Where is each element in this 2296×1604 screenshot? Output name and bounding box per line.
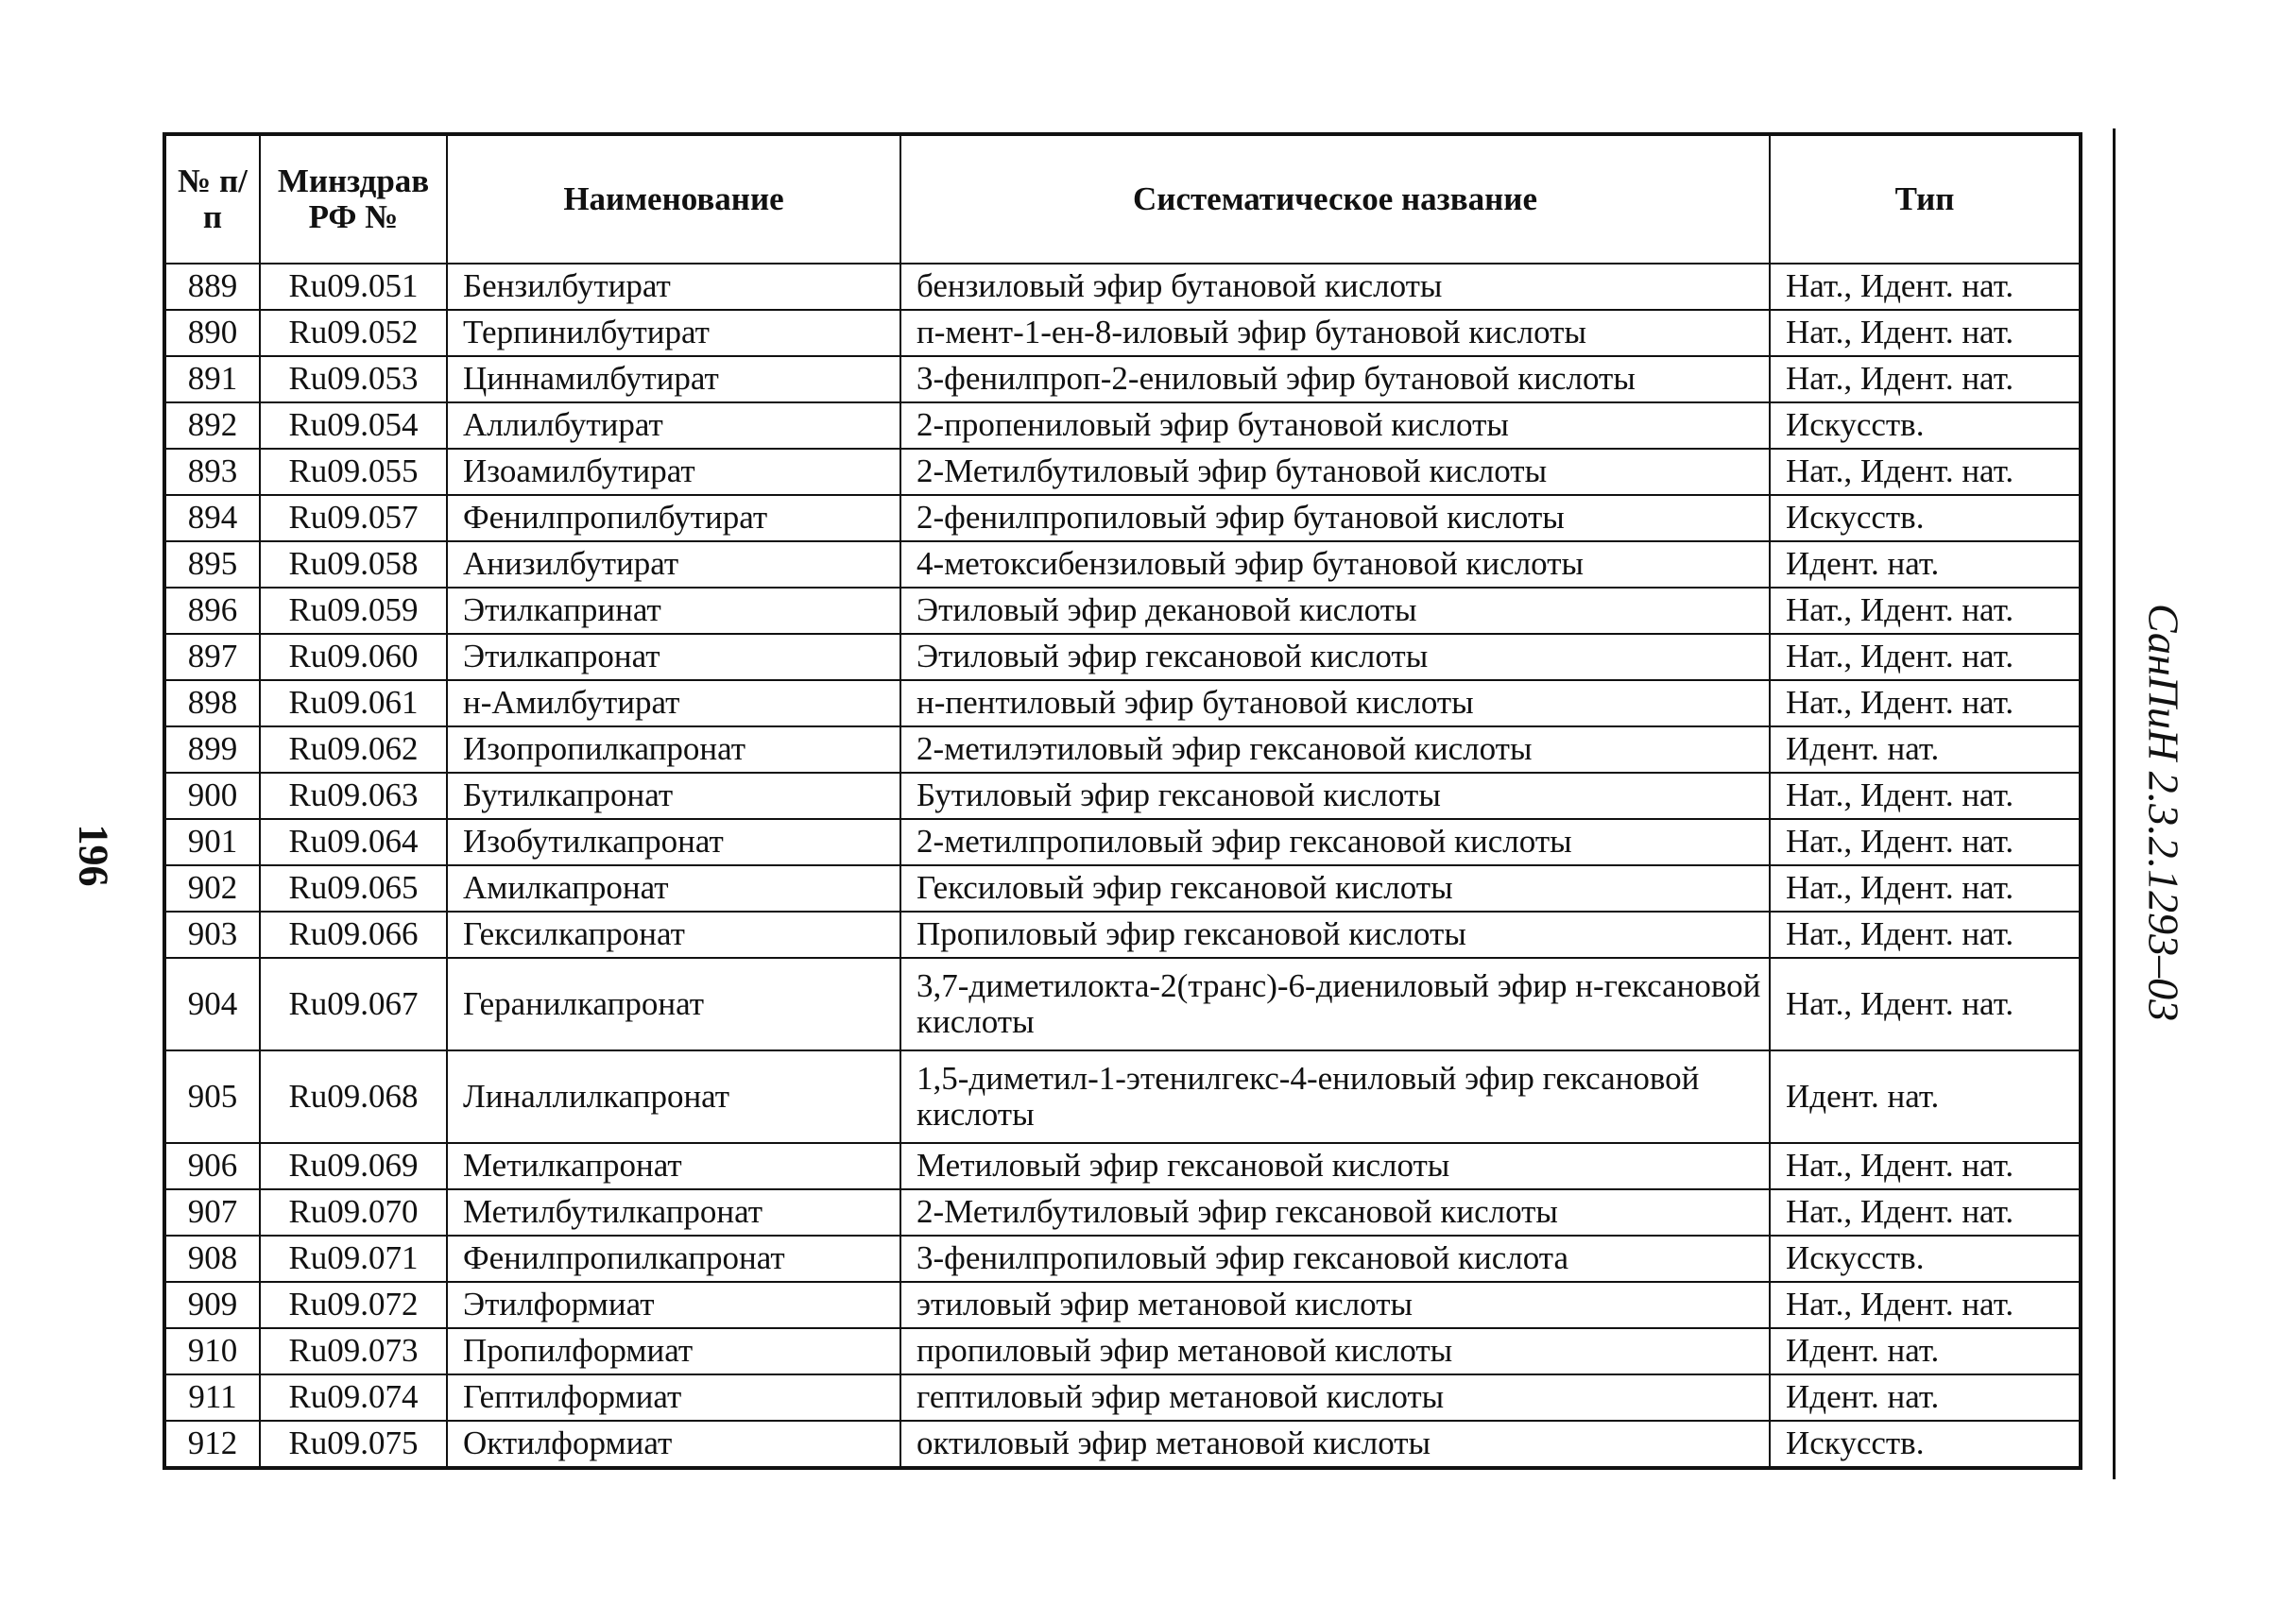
cell-name: Этилкапринат <box>447 588 900 634</box>
table-row <box>164 541 2081 588</box>
cell-num: 903 <box>164 912 260 958</box>
cell-num: 905 <box>164 1050 260 1143</box>
table-row <box>164 634 2081 680</box>
table-row <box>164 449 2081 495</box>
side-rule <box>2113 128 2116 1479</box>
cell-systematic: 2-Метилбутиловый эфир бутановой кислоты <box>900 449 1770 495</box>
cell-name: Бутилкапронат <box>447 773 900 819</box>
cell-num: 892 <box>164 402 260 449</box>
cell-systematic: 3,7-диметилокта-2(транс)-6-диениловый эфир н-гексановой кислоты <box>900 958 1770 1050</box>
cell-code: Ru09.074 <box>260 1374 447 1421</box>
cell-name: Этилформиат <box>447 1282 900 1328</box>
cell-num: 897 <box>164 634 260 680</box>
cell-type: Искусств. <box>1770 495 2081 541</box>
table-row <box>164 773 2081 819</box>
cell-name: Октилформиат <box>447 1421 900 1468</box>
table-row <box>164 958 2081 1050</box>
cell-type: Нат., Идент. нат. <box>1770 819 2081 865</box>
cell-systematic: этиловый эфир метановой кислоты <box>900 1282 1770 1328</box>
table-row <box>164 819 2081 865</box>
cell-num: 894 <box>164 495 260 541</box>
cell-systematic: 2-Метилбутиловый эфир гексановой кислоты <box>900 1189 1770 1236</box>
cell-name: Изобутилкапронат <box>447 819 900 865</box>
cell-type: Искусств. <box>1770 1236 2081 1282</box>
cell-type: Нат., Идент. нат. <box>1770 912 2081 958</box>
header-num: № п/п <box>164 134 260 264</box>
cell-num: 904 <box>164 958 260 1050</box>
cell-num: 910 <box>164 1328 260 1374</box>
cell-num: 906 <box>164 1143 260 1189</box>
substances-table <box>163 132 2082 1470</box>
table-row <box>164 680 2081 726</box>
cell-systematic: бензиловый эфир бутановой кислоты <box>900 264 1770 310</box>
cell-type: Нат., Идент. нат. <box>1770 1189 2081 1236</box>
cell-systematic: Этиловый эфир декановой кислоты <box>900 588 1770 634</box>
cell-name: Изоамилбутират <box>447 449 900 495</box>
page-number: 196 <box>70 824 117 887</box>
cell-systematic: Метиловый эфир гексановой кислоты <box>900 1143 1770 1189</box>
cell-name: Гексилкапронат <box>447 912 900 958</box>
table-row <box>164 356 2081 402</box>
cell-code: Ru09.061 <box>260 680 447 726</box>
cell-num: 902 <box>164 865 260 912</box>
cell-type: Идент. нат. <box>1770 1050 2081 1143</box>
cell-num: 907 <box>164 1189 260 1236</box>
header-systematic: Систематическое название <box>900 134 1770 264</box>
cell-type: Нат., Идент. нат. <box>1770 865 2081 912</box>
cell-code: Ru09.054 <box>260 402 447 449</box>
cell-code: Ru09.058 <box>260 541 447 588</box>
table-row <box>164 310 2081 356</box>
table-row <box>164 1328 2081 1374</box>
cell-systematic: 2-метилпропиловый эфир гексановой кислоты <box>900 819 1770 865</box>
cell-name: Линаллилкапронат <box>447 1050 900 1143</box>
cell-type: Нат., Идент. нат. <box>1770 449 2081 495</box>
cell-num: 911 <box>164 1374 260 1421</box>
cell-type: Нат., Идент. нат. <box>1770 1282 2081 1328</box>
cell-type: Идент. нат. <box>1770 726 2081 773</box>
cell-type: Нат., Идент. нат. <box>1770 310 2081 356</box>
document-reference: СанПиН 2.3.2.1293–03 <box>2139 603 2188 1022</box>
cell-type: Идент. нат. <box>1770 1374 2081 1421</box>
cell-code: Ru09.057 <box>260 495 447 541</box>
cell-name: Пропилформиат <box>447 1328 900 1374</box>
cell-systematic: 3-фенилпропиловый эфир гексановой кислота <box>900 1236 1770 1282</box>
cell-code: Ru09.062 <box>260 726 447 773</box>
cell-name: Метилбутилкапронат <box>447 1189 900 1236</box>
cell-systematic: 2-фенилпропиловый эфир бутановой кислоты <box>900 495 1770 541</box>
cell-code: Ru09.066 <box>260 912 447 958</box>
table-row <box>164 1236 2081 1282</box>
table-row <box>164 1050 2081 1143</box>
table-row <box>164 495 2081 541</box>
cell-code: Ru09.051 <box>260 264 447 310</box>
cell-num: 901 <box>164 819 260 865</box>
cell-name: н-Амилбутират <box>447 680 900 726</box>
table-row <box>164 912 2081 958</box>
cell-code: Ru09.069 <box>260 1143 447 1189</box>
cell-num: 890 <box>164 310 260 356</box>
cell-num: 895 <box>164 541 260 588</box>
table-row <box>164 1374 2081 1421</box>
cell-name: Терпинилбутират <box>447 310 900 356</box>
cell-name: Анизилбутират <box>447 541 900 588</box>
table-row <box>164 402 2081 449</box>
cell-systematic: 2-пропениловый эфир бутановой кислоты <box>900 402 1770 449</box>
cell-name: Циннамилбутират <box>447 356 900 402</box>
cell-code: Ru09.055 <box>260 449 447 495</box>
cell-type: Нат., Идент. нат. <box>1770 1143 2081 1189</box>
cell-num: 909 <box>164 1282 260 1328</box>
cell-systematic: 2-метилэтиловый эфир гексановой кислоты <box>900 726 1770 773</box>
cell-type: Идент. нат. <box>1770 1328 2081 1374</box>
cell-code: Ru09.053 <box>260 356 447 402</box>
table-body <box>164 264 2081 1468</box>
cell-code: Ru09.068 <box>260 1050 447 1143</box>
cell-type: Нат., Идент. нат. <box>1770 264 2081 310</box>
cell-systematic: п-мент-1-ен-8-иловый эфир бутановой кислоты <box>900 310 1770 356</box>
cell-systematic: 1,5-диметил-1-этенилгекс-4-ениловый эфир гексановой кислоты <box>900 1050 1770 1143</box>
cell-name: Изопропилкапронат <box>447 726 900 773</box>
cell-systematic: 4-метоксибензиловый эфир бутановой кислоты <box>900 541 1770 588</box>
cell-code: Ru09.060 <box>260 634 447 680</box>
cell-type: Нат., Идент. нат. <box>1770 588 2081 634</box>
cell-name: Геранилкапронат <box>447 958 900 1050</box>
table-row <box>164 1421 2081 1468</box>
cell-systematic: октиловый эфир метановой кислоты <box>900 1421 1770 1468</box>
header-name: Наименование <box>447 134 900 264</box>
cell-code: Ru09.073 <box>260 1328 447 1374</box>
cell-code: Ru09.052 <box>260 310 447 356</box>
cell-systematic: Гексиловый эфир гексановой кислоты <box>900 865 1770 912</box>
cell-num: 899 <box>164 726 260 773</box>
cell-type: Нат., Идент. нат. <box>1770 773 2081 819</box>
cell-num: 893 <box>164 449 260 495</box>
cell-systematic: н-пентиловый эфир бутановой кислоты <box>900 680 1770 726</box>
cell-systematic: Бутиловый эфир гексановой кислоты <box>900 773 1770 819</box>
cell-code: Ru09.067 <box>260 958 447 1050</box>
cell-num: 889 <box>164 264 260 310</box>
cell-num: 898 <box>164 680 260 726</box>
cell-code: Ru09.070 <box>260 1189 447 1236</box>
cell-systematic: пропиловый эфир метановой кислоты <box>900 1328 1770 1374</box>
cell-code: Ru09.065 <box>260 865 447 912</box>
header-type: Тип <box>1770 134 2081 264</box>
cell-num: 912 <box>164 1421 260 1468</box>
cell-type: Нат., Идент. нат. <box>1770 958 2081 1050</box>
cell-name: Амилкапронат <box>447 865 900 912</box>
header-code: Минздрав РФ № <box>260 134 447 264</box>
cell-code: Ru09.072 <box>260 1282 447 1328</box>
cell-systematic: гептиловый эфир метановой кислоты <box>900 1374 1770 1421</box>
cell-code: Ru09.075 <box>260 1421 447 1468</box>
table-header-row <box>164 134 2081 264</box>
cell-type: Искусств. <box>1770 1421 2081 1468</box>
cell-systematic: 3-фенилпроп-2-ениловый эфир бутановой кислоты <box>900 356 1770 402</box>
cell-code: Ru09.064 <box>260 819 447 865</box>
cell-num: 896 <box>164 588 260 634</box>
table-row <box>164 1143 2081 1189</box>
cell-type: Искусств. <box>1770 402 2081 449</box>
table-row <box>164 264 2081 310</box>
cell-name: Этилкапронат <box>447 634 900 680</box>
cell-type: Идент. нат. <box>1770 541 2081 588</box>
cell-code: Ru09.071 <box>260 1236 447 1282</box>
cell-name: Метилкапронат <box>447 1143 900 1189</box>
cell-num: 891 <box>164 356 260 402</box>
cell-systematic: Этиловый эфир гексановой кислоты <box>900 634 1770 680</box>
table-row <box>164 1282 2081 1328</box>
cell-name: Фенилпропилбутират <box>447 495 900 541</box>
cell-num: 908 <box>164 1236 260 1282</box>
table-row <box>164 1189 2081 1236</box>
cell-name: Фенилпропилкапронат <box>447 1236 900 1282</box>
cell-name: Аллилбутират <box>447 402 900 449</box>
cell-type: Нат., Идент. нат. <box>1770 634 2081 680</box>
table-row <box>164 726 2081 773</box>
cell-name: Бензилбутират <box>447 264 900 310</box>
cell-type: Нат., Идент. нат. <box>1770 356 2081 402</box>
cell-type: Нат., Идент. нат. <box>1770 680 2081 726</box>
cell-systematic: Пропиловый эфир гексановой кислоты <box>900 912 1770 958</box>
table-row <box>164 588 2081 634</box>
cell-num: 900 <box>164 773 260 819</box>
table-row <box>164 865 2081 912</box>
cell-code: Ru09.063 <box>260 773 447 819</box>
cell-name: Гептилформиат <box>447 1374 900 1421</box>
cell-code: Ru09.059 <box>260 588 447 634</box>
